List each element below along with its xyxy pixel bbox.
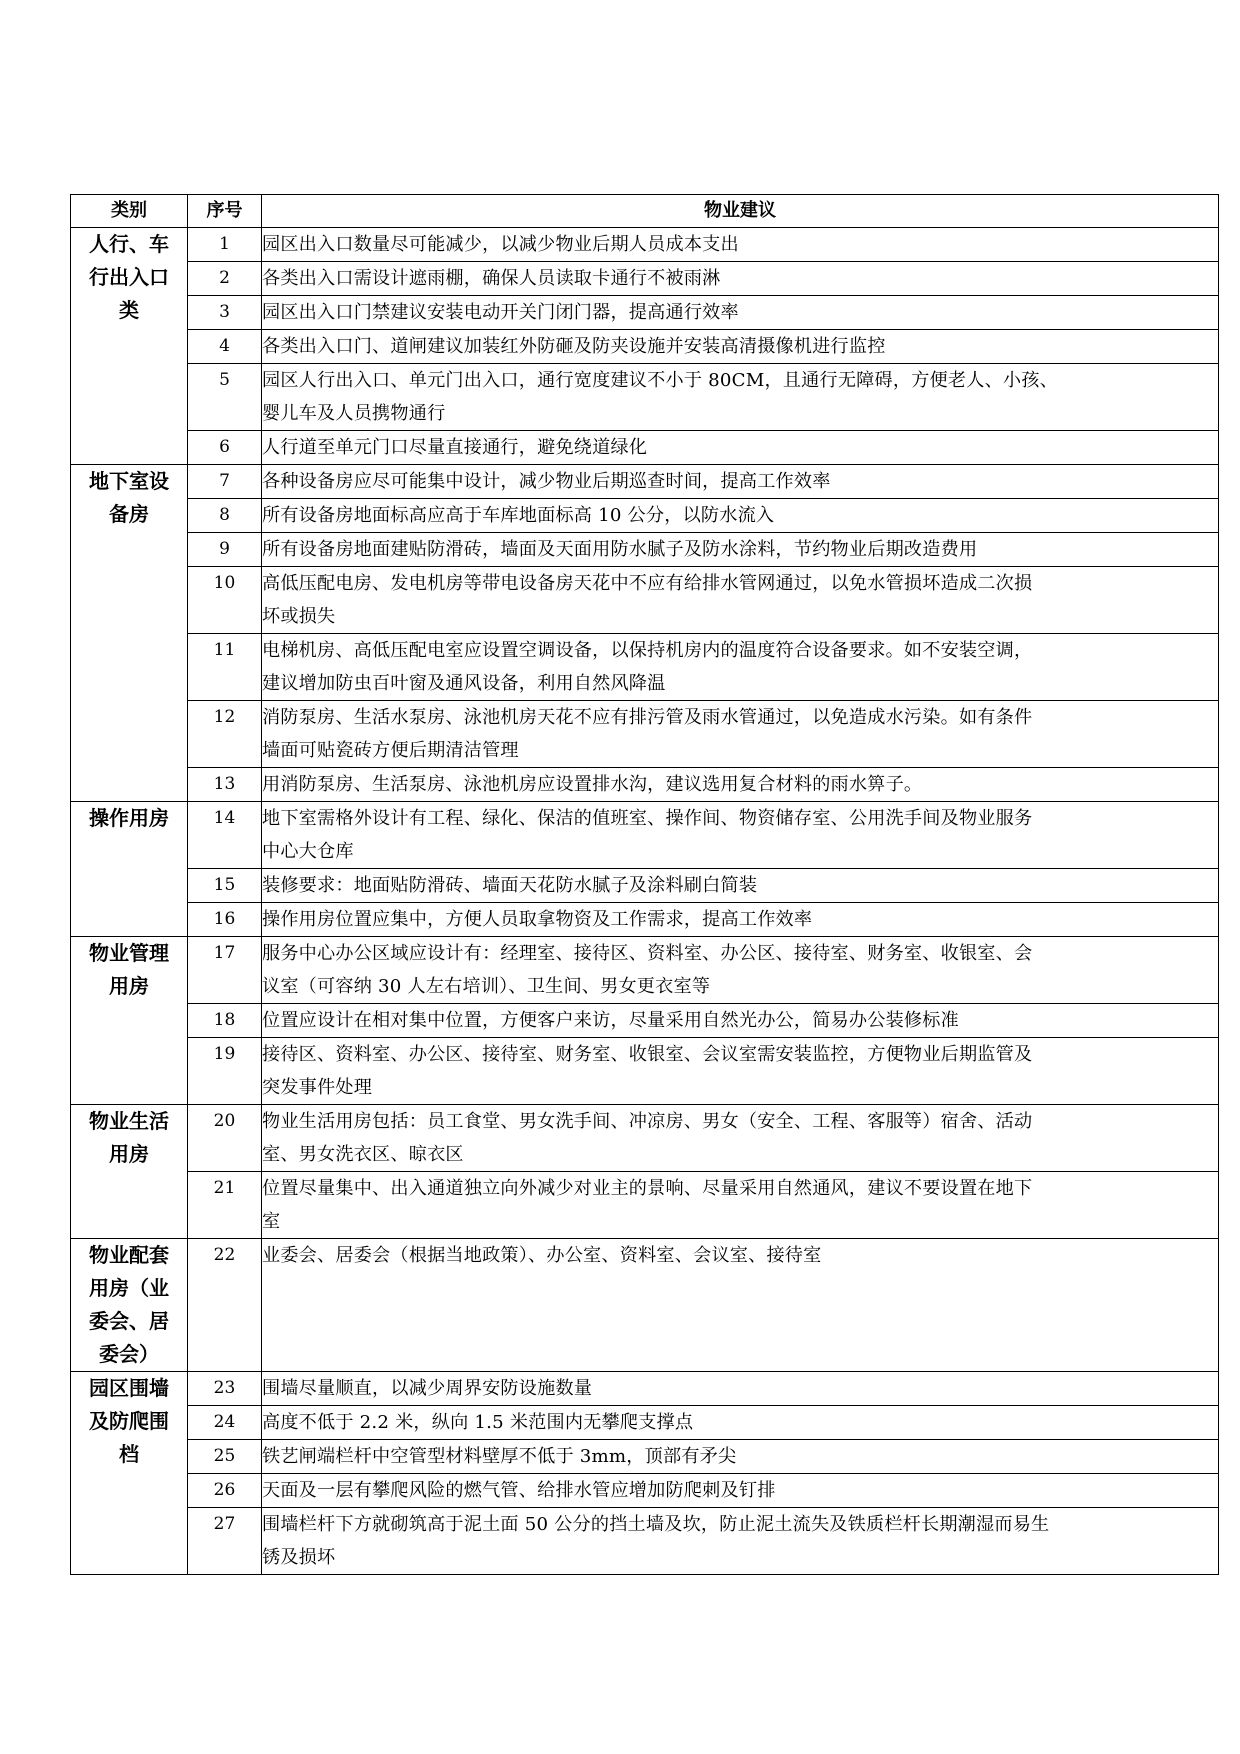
table-row bbox=[71, 937, 1219, 1004]
category-label-line: 地下室设 bbox=[89, 469, 169, 493]
suggestion-text-line: 园区人行出入口、单元门出入口，通行宽度建议不小于 80CM，且通行无障碍，方便老人、小孩、 bbox=[262, 370, 1058, 391]
row-number-cell: 26 bbox=[188, 1474, 262, 1508]
table-row bbox=[71, 465, 1219, 499]
suggestion-cell bbox=[262, 903, 1219, 937]
table-row bbox=[71, 364, 1219, 431]
table-row bbox=[71, 1239, 1219, 1372]
table-row bbox=[71, 634, 1219, 701]
table-row bbox=[71, 701, 1219, 768]
category-label-line: 园区围墙 bbox=[89, 1376, 169, 1400]
suggestion-cell bbox=[262, 1508, 1219, 1575]
suggestion-text-line: 围墙栏杆下方就砌筑高于泥土面 50 公分的挡土墙及坎，防止泥土流失及铁质栏杆长期潮湿而易生 bbox=[262, 1514, 1050, 1535]
suggestion-cell bbox=[262, 533, 1219, 567]
category-label-line: 委会、居 bbox=[89, 1309, 169, 1333]
suggestion-text-line: 各类出入口门、道闸建议加装红外防砸及防夹设施并安装高清摄像机进行监控 bbox=[262, 336, 886, 357]
suggestion-text-line: 操作用房位置应集中，方便人员取拿物资及工作需求，提高工作效率 bbox=[262, 909, 813, 930]
row-number-cell: 16 bbox=[188, 903, 262, 937]
category-label-line: 及防爬围 bbox=[89, 1409, 169, 1433]
suggestion-text-line: 天面及一层有攀爬风险的燃气管、给排水管应增加防爬刺及钉排 bbox=[262, 1480, 776, 1501]
category-label-line: 物业生活 bbox=[89, 1109, 169, 1133]
row-number-cell: 5 bbox=[188, 364, 262, 431]
category-cell bbox=[71, 1239, 188, 1372]
category-label-line: 用房（业 bbox=[89, 1276, 169, 1300]
table-row bbox=[71, 1474, 1219, 1508]
suggestion-cell bbox=[262, 499, 1219, 533]
table-row bbox=[71, 431, 1219, 465]
suggestion-text-line: 议室（可容纳 30 人左右培训）、卫生间、男女更衣室等 bbox=[262, 976, 711, 997]
table-row bbox=[71, 533, 1219, 567]
suggestion-cell bbox=[262, 634, 1219, 701]
table-row bbox=[71, 1440, 1219, 1474]
suggestion-text-line: 物业生活用房包括：员工食堂、男女洗手间、冲凉房、男女（安全、工程、客服等）宿舍、活动 bbox=[262, 1111, 1033, 1132]
row-number-cell: 3 bbox=[188, 296, 262, 330]
table-row bbox=[71, 330, 1219, 364]
suggestion-text-line: 园区出入口数量尽可能减少，以减少物业后期人员成本支出 bbox=[262, 234, 739, 255]
suggestion-cell bbox=[262, 1004, 1219, 1038]
header-category: 类别 bbox=[71, 195, 188, 228]
row-number-cell: 18 bbox=[188, 1004, 262, 1038]
category-cell bbox=[71, 1105, 188, 1239]
table-row bbox=[71, 567, 1219, 634]
category-cell bbox=[71, 802, 188, 937]
row-number-cell: 12 bbox=[188, 701, 262, 768]
category-cell bbox=[71, 1372, 188, 1575]
row-number-cell: 23 bbox=[188, 1372, 262, 1406]
category-label-line: 类 bbox=[119, 298, 139, 322]
suggestion-text-line: 铁艺闸端栏杆中空管型材料壁厚不低于 3mm，顶部有矛尖 bbox=[262, 1446, 737, 1467]
table-header-row bbox=[71, 195, 1219, 228]
category-label-line: 用房 bbox=[109, 1142, 149, 1166]
suggestion-text-line: 位置尽量集中、出入通道独立向外减少对业主的景响、尽量采用自然通风，建议不要设置在地下 bbox=[262, 1178, 1033, 1199]
suggestion-text-line: 地下室需格外设计有工程、绿化、保洁的值班室、操作间、物资储存室、公用洗手间及物业服务 bbox=[262, 808, 1033, 829]
suggestion-text-line: 各类出入口需设计遮雨棚，确保人员读取卡通行不被雨淋 bbox=[262, 268, 721, 289]
suggestion-cell bbox=[262, 701, 1219, 768]
suggestion-cell bbox=[262, 1474, 1219, 1508]
suggestion-cell bbox=[262, 1105, 1219, 1172]
suggestion-cell bbox=[262, 431, 1219, 465]
suggestion-cell bbox=[262, 869, 1219, 903]
table-row bbox=[71, 499, 1219, 533]
category-label-line: 档 bbox=[119, 1442, 139, 1466]
row-number-cell: 6 bbox=[188, 431, 262, 465]
suggestion-cell bbox=[262, 802, 1219, 869]
row-number-cell: 27 bbox=[188, 1508, 262, 1575]
row-number-cell: 10 bbox=[188, 567, 262, 634]
table-row bbox=[71, 262, 1219, 296]
suggestion-text-line: 各种设备房应尽可能集中设计，减少物业后期巡查时间，提高工作效率 bbox=[262, 471, 831, 492]
row-number-cell: 20 bbox=[188, 1105, 262, 1172]
row-number-cell: 17 bbox=[188, 937, 262, 1004]
category-label-line: 操作用房 bbox=[89, 806, 169, 830]
row-number-cell: 13 bbox=[188, 768, 262, 802]
suggestion-text-line: 消防泵房、生活水泵房、泳池机房天花不应有排污管及雨水管通过，以免造成水污染。如有条件 bbox=[262, 707, 1033, 728]
row-number-cell: 9 bbox=[188, 533, 262, 567]
suggestion-cell bbox=[262, 364, 1219, 431]
row-number-cell: 15 bbox=[188, 869, 262, 903]
suggestion-text-line: 锈及损坏 bbox=[262, 1547, 336, 1568]
table-row bbox=[71, 1105, 1219, 1172]
suggestion-cell bbox=[262, 1372, 1219, 1406]
table-row bbox=[71, 802, 1219, 869]
row-number-cell: 25 bbox=[188, 1440, 262, 1474]
suggestion-text-line: 服务中心办公区域应设计有：经理室、接待区、资料室、办公区、接待室、财务室、收银室、会 bbox=[262, 943, 1033, 964]
row-number-cell: 1 bbox=[188, 228, 262, 262]
suggestion-text-line: 围墙尽量顺直，以减少周界安防设施数量 bbox=[262, 1378, 593, 1399]
suggestion-text-line: 突发事件处理 bbox=[262, 1077, 373, 1098]
row-number-cell: 24 bbox=[188, 1406, 262, 1440]
suggestion-text-line: 中心大仓库 bbox=[262, 841, 354, 862]
suggestion-text-line: 婴儿车及人员携物通行 bbox=[262, 403, 446, 424]
suggestion-text-line: 室、男女洗衣区、晾衣区 bbox=[262, 1144, 464, 1165]
suggestion-cell bbox=[262, 228, 1219, 262]
suggestion-text-line: 高低压配电房、发电机房等带电设备房天花中不应有给排水管网通过，以免水管损坏造成二次损 bbox=[262, 573, 1033, 594]
suggestion-text-line: 业委会、居委会（根据当地政策）、办公室、资料室、会议室、接待室 bbox=[262, 1245, 822, 1266]
suggestion-cell bbox=[262, 465, 1219, 499]
suggestion-cell bbox=[262, 768, 1219, 802]
category-label-line: 备房 bbox=[109, 502, 149, 526]
suggestion-cell bbox=[262, 262, 1219, 296]
row-number-cell: 14 bbox=[188, 802, 262, 869]
suggestion-text-line: 电梯机房、高低压配电室应设置空调设备，以保持机房内的温度符合设备要求。如不安装空调， bbox=[262, 640, 1033, 661]
table-row bbox=[71, 768, 1219, 802]
table-row bbox=[71, 1004, 1219, 1038]
row-number-cell: 19 bbox=[188, 1038, 262, 1105]
table-row bbox=[71, 1372, 1219, 1406]
table-row bbox=[71, 869, 1219, 903]
category-cell bbox=[71, 228, 188, 465]
property-suggestions-table bbox=[70, 194, 1219, 1575]
row-number-cell: 7 bbox=[188, 465, 262, 499]
category-label-line: 委会） bbox=[99, 1342, 159, 1366]
suggestion-cell bbox=[262, 937, 1219, 1004]
row-number-cell: 11 bbox=[188, 634, 262, 701]
row-number-cell: 4 bbox=[188, 330, 262, 364]
suggestion-cell bbox=[262, 1038, 1219, 1105]
category-label-line: 用房 bbox=[109, 974, 149, 998]
table-row bbox=[71, 1172, 1219, 1239]
suggestion-cell bbox=[262, 1406, 1219, 1440]
header-suggestion: 物业建议 bbox=[262, 195, 1219, 228]
table-row bbox=[71, 1406, 1219, 1440]
table-row bbox=[71, 903, 1219, 937]
suggestion-text-line: 室 bbox=[262, 1211, 281, 1232]
suggestion-text-line: 园区出入口门禁建议安装电动开关门闭门器，提高通行效率 bbox=[262, 302, 739, 323]
table-row bbox=[71, 228, 1219, 262]
suggestion-cell bbox=[262, 1239, 1219, 1372]
row-number-cell: 22 bbox=[188, 1239, 262, 1372]
table-row bbox=[71, 1038, 1219, 1105]
suggestion-text-line: 墙面可贴瓷砖方便后期清洁管理 bbox=[262, 740, 519, 761]
suggestion-text-line: 装修要求：地面贴防滑砖、墙面天花防水腻子及涂料刷白简装 bbox=[262, 875, 758, 896]
suggestion-text-line: 坏或损失 bbox=[262, 606, 336, 627]
row-number-cell: 2 bbox=[188, 262, 262, 296]
suggestion-text-line: 位置应设计在相对集中位置，方便客户来访，尽量采用自然光办公，简易办公装修标准 bbox=[262, 1010, 959, 1031]
suggestion-text-line: 建议增加防虫百叶窗及通风设备，利用自然风降温 bbox=[262, 673, 666, 694]
table-row bbox=[71, 1508, 1219, 1575]
category-cell bbox=[71, 937, 188, 1105]
suggestion-cell bbox=[262, 296, 1219, 330]
suggestion-text-line: 所有设备房地面标高应高于车库地面标高 10 公分，以防水流入 bbox=[262, 505, 775, 526]
suggestion-cell bbox=[262, 567, 1219, 634]
suggestion-text-line: 人行道至单元门口尽量直接通行，避免绕道绿化 bbox=[262, 437, 648, 458]
suggestion-text-line: 高度不低于 2.2 米，纵向 1.5 米范围内无攀爬支撑点 bbox=[262, 1412, 694, 1433]
suggestion-text-line: 用消防泵房、生活泵房、泳池机房应设置排水沟，建议选用复合材料的雨水箅子。 bbox=[262, 774, 923, 795]
suggestion-cell bbox=[262, 330, 1219, 364]
category-label-line: 物业配套 bbox=[89, 1243, 169, 1267]
suggestion-cell bbox=[262, 1172, 1219, 1239]
row-number-cell: 21 bbox=[188, 1172, 262, 1239]
table-row bbox=[71, 296, 1219, 330]
row-number-cell: 8 bbox=[188, 499, 262, 533]
header-number: 序号 bbox=[188, 195, 262, 228]
category-label-line: 物业管理 bbox=[89, 941, 169, 965]
category-label-line: 人行、车 bbox=[89, 232, 169, 256]
table-body bbox=[71, 228, 1219, 1575]
suggestion-text-line: 所有设备房地面建贴防滑砖，墙面及天面用防水腻子及防水涂料，节约物业后期改造费用 bbox=[262, 539, 978, 560]
suggestion-text-line: 接待区、资料室、办公区、接待室、财务室、收银室、会议室需安装监控，方便物业后期监管及 bbox=[262, 1044, 1033, 1065]
suggestion-cell bbox=[262, 1440, 1219, 1474]
category-cell bbox=[71, 465, 188, 802]
category-label-line: 行出入口 bbox=[89, 265, 169, 289]
